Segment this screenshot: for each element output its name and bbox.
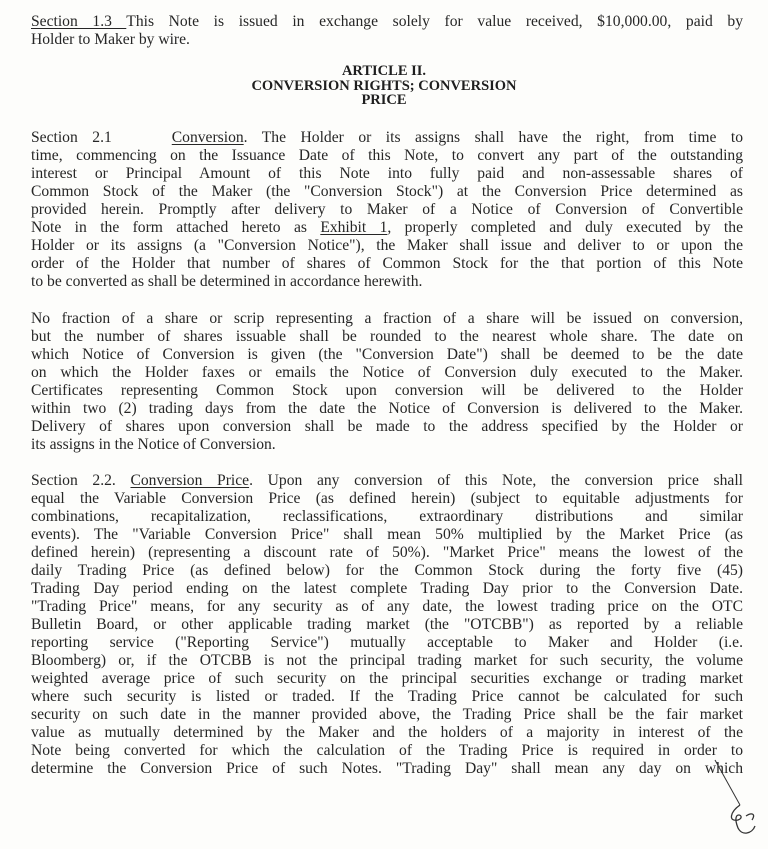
text-line [31,598,743,616]
text-segment: This Note is issued in exchange solely for value received, $10,000.00, paid by [126,13,743,30]
text-line [31,508,743,526]
text-line [31,382,743,400]
text-segment: combinations, recapitalization, reclassifications, extraordinary distributions and similar [31,508,743,525]
text-line [31,418,743,436]
text-segment: No fraction of a share or scrip representing a fraction of a share will be issued on conversion, [31,310,743,327]
text-line [31,165,743,183]
text-segment: Note being converted for which the calculation of the Trading Price is required in order to [31,742,743,759]
text-segment: events). The "Variable Conversion Price" shall mean 50% multiplied by the Market Price (as [31,526,743,543]
underlined-term: Section 1.3 [31,13,127,30]
article-title-line-1: CONVERSION RIGHTS; CONVERSION [251,77,517,94]
text-line [31,616,743,634]
text-line [31,742,743,760]
text-segment: Section 2.2. [31,472,131,489]
text-line [31,562,743,580]
article-title-line-2: PRICE [361,92,407,109]
text-segment: , properly completed and duly executed by the [387,219,743,236]
text-line [31,129,743,147]
text-segment: Section 2.1 [31,129,112,146]
text-line [31,472,743,490]
text-segment: . The Holder or its assigns shall have the right, from time to [243,129,743,146]
text-line [31,670,743,688]
underlined-term: Conversion Price [130,472,250,489]
underlined-term: Conversion [171,129,244,146]
text-segment: defined herein) (representing a discount rate of 50%). "Market Price" means the lowest of the [31,544,743,561]
text-line [31,364,743,382]
text-segment: Certificates representing Common Stock upon conversion will be delivered to the Holder [31,382,743,399]
text-line [31,652,743,670]
text-line [31,526,743,544]
text-segment: reporting service ("Reporting Service") mutually acceptable to Maker and Holder (i.e. [31,634,743,651]
text-line [31,31,743,49]
article-heading [0,64,768,108]
text-line [31,346,743,364]
text-segment: Note in the form attached hereto as [31,219,321,236]
text-segment: its assigns in the Notice of Conversion. [31,436,276,453]
text-segment: equal the Variable Conversion Price (as defined herein) (subject to equitable adjustments for [31,490,743,507]
text-line [31,147,743,165]
text-segment: Trading Day period ending on the latest complete Trading Day prior to the Conversion Date. [31,580,743,597]
text-segment: where such security is listed or traded. If the Trading Price cannot be calculated for such [31,688,743,705]
text-line [31,201,743,219]
text-segment: determine the Conversion Price of such Notes. "Trading Day" shall mean any day on which [31,760,743,777]
text-line [31,544,743,562]
text-line [31,706,743,724]
article-number: ARTICLE II. [341,63,427,79]
text-segment: value as mutually determined by the Maker and the holders of a majority in interest of the [31,724,743,741]
text-line [31,724,743,742]
text-line [31,183,743,201]
text-line [31,490,743,508]
text-segment: . Upon any conversion of this Note, the conversion price shall [249,472,743,489]
text-segment: Holder or its assigns (a "Conversion Notice"), the Maker shall issue and deliver to or upon the [31,237,743,254]
text-segment: which Notice of Conversion is given (the "Conversion Date") shall be deemed to be the date [31,346,743,363]
text-line [31,688,743,706]
text-segment: order of the Holder that number of shares of Common Stock for the that portion of this Note [31,255,743,272]
text-segment: weighted average price of such security on the principal securities exchange or trading market [31,670,743,687]
section-2-2 [31,472,743,778]
text-line [31,310,743,328]
section-1-3 [31,13,743,49]
text-line [31,255,743,273]
text-line [31,237,743,255]
fraction-paragraph [31,310,743,454]
section-2-1 [31,129,743,291]
text-line [31,400,743,418]
text-line [31,328,743,346]
text-line [31,13,743,31]
text-segment: security on such date in the manner provided above, the Trading Price shall be the fair market [31,706,743,723]
initials-signature [700,750,768,840]
text-line [31,436,743,454]
text-segment: Holder to Maker by wire. [31,31,190,48]
text-line [31,273,743,291]
text-line [31,219,743,237]
text-segment: Bloomberg) or, if the OTCBB is not the principal trading market for such security, the volume [31,652,743,669]
text-segment: daily Trading Price (as defined below) for the Common Stock during the forty five (45) [31,562,743,579]
text-line [31,634,743,652]
text-segment: interest or Principal Amount of this Note into fully paid and non-assessable shares of [31,165,743,182]
text-segment: within two (2) trading days from the date the Notice of Conversion is delivered to the Maker. [31,400,743,417]
text-segment: "Trading Price" means, for any security as of any date, the lowest trading price on the OTC [31,598,743,615]
text-segment: Common Stock of the Maker (the "Conversion Stock") at the Conversion Price determined as [31,183,743,200]
text-segment: time, commencing on the Issuance Date of this Note, to convert any part of the outstanding [31,147,743,164]
text-segment: Delivery of shares upon conversion shall be made to the address specified by the Holder or [31,418,743,435]
text-segment: to be converted as shall be determined in accordance herewith. [31,273,423,290]
text-line [31,760,743,778]
text-segment: on which the Holder faxes or emails the Notice of Conversion duly executed to the Maker. [31,364,743,381]
text-segment: provided herein. Promptly after delivery to Maker of a Notice of Conversion of Convertible [31,201,743,218]
underlined-term: Exhibit 1 [320,219,388,236]
text-segment: Bulletin Board, or other applicable trading market (the "OTCBB") as reported by a reliable [31,616,743,633]
text-line [31,580,743,598]
text-segment: but the number of shares issuable shall be rounded to the nearest whole share. The date on [31,328,743,345]
